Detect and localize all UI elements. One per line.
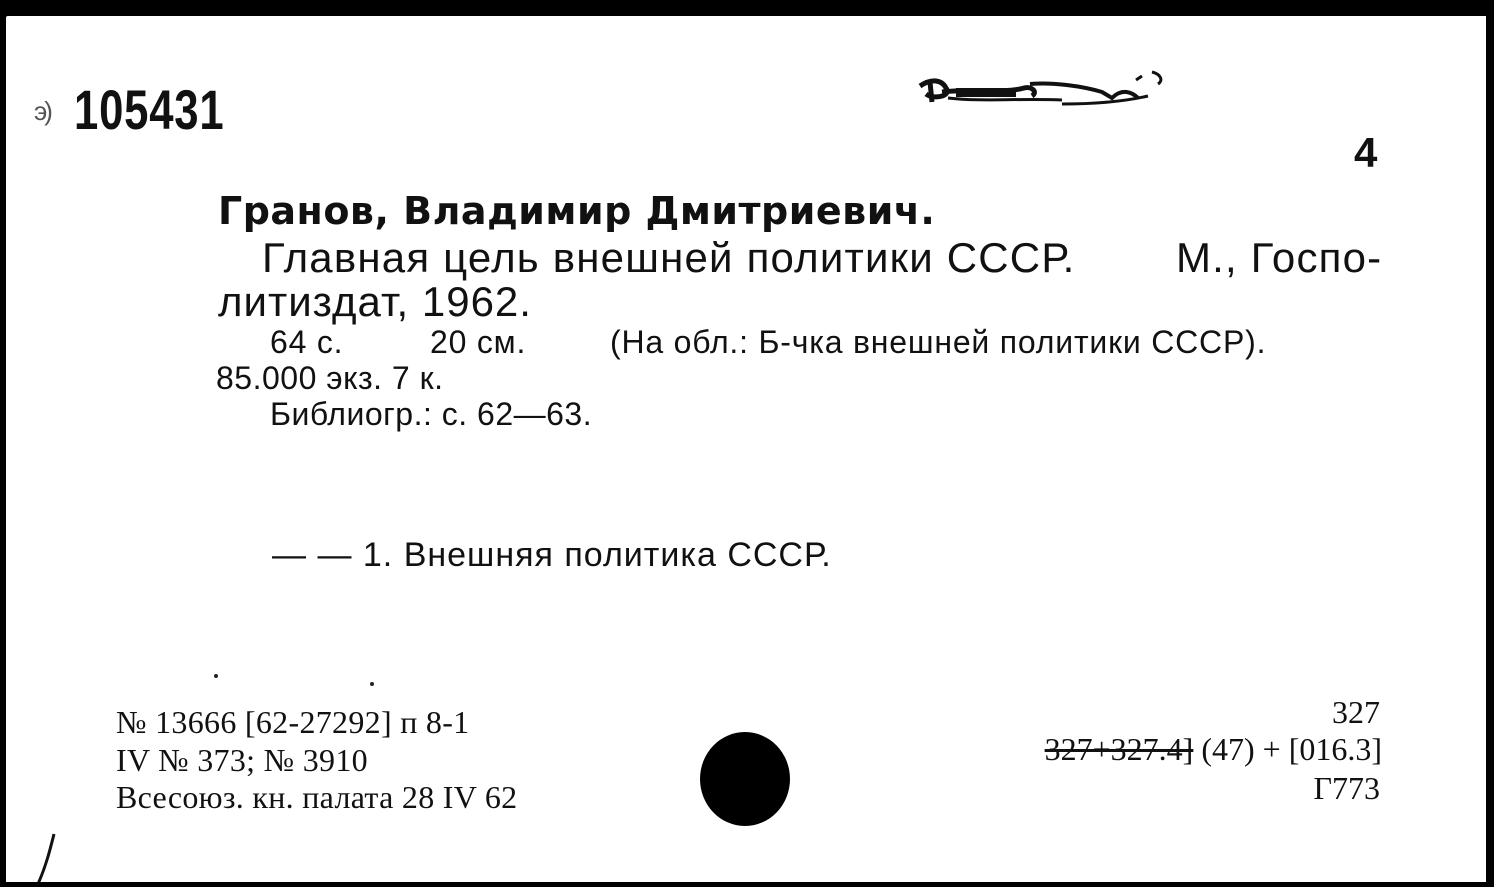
speck [370, 682, 374, 686]
footer-line-3: Всесоюз. кн. палата 28 IV 62 [116, 779, 518, 815]
publisher-text: М., Госпо- [1176, 234, 1383, 281]
title-line-1 [262, 234, 1383, 281]
signature-scribble [912, 58, 1172, 118]
pencil-mark [32, 832, 62, 882]
title-line-2: литиздат, 1962. [218, 278, 532, 325]
speck [214, 674, 218, 678]
classification-line-3: Г773 [1313, 770, 1380, 806]
catalog-card [6, 16, 1486, 882]
footer-line-2: IV № 373; № 3910 [116, 742, 368, 778]
bibliography-text: Библиогр.: с. 62—63. [270, 396, 593, 432]
classification-struck: 327+327.4] [1044, 731, 1194, 767]
classification-line-1: 327 [1332, 694, 1380, 730]
print-run-text: 85.000 экз. 7 к. [216, 360, 444, 396]
title-text: Главная цель внешней политики СССР. [262, 234, 1076, 281]
punched-hole [700, 732, 790, 826]
subject-heading: — — 1. Внешняя политика СССР. [272, 536, 832, 574]
series-text: (На обл.: Б-чка внешней политики СССР). [610, 324, 1267, 360]
classification-line-2 [1045, 733, 1382, 765]
size-text: 20 см. [430, 324, 527, 360]
footer-line-1: № 13666 [62-27292] п 8-1 [116, 704, 470, 740]
card-number: 4 [1354, 129, 1378, 176]
classification-rest: (47) + [016.3] [1193, 731, 1382, 767]
inventory-number: 105431 [74, 78, 225, 141]
pages-text: 64 с. [270, 324, 344, 360]
inventory-prefix: э) [34, 96, 50, 126]
author-heading: Гранов, Владимир Дмитриевич. [218, 189, 936, 233]
